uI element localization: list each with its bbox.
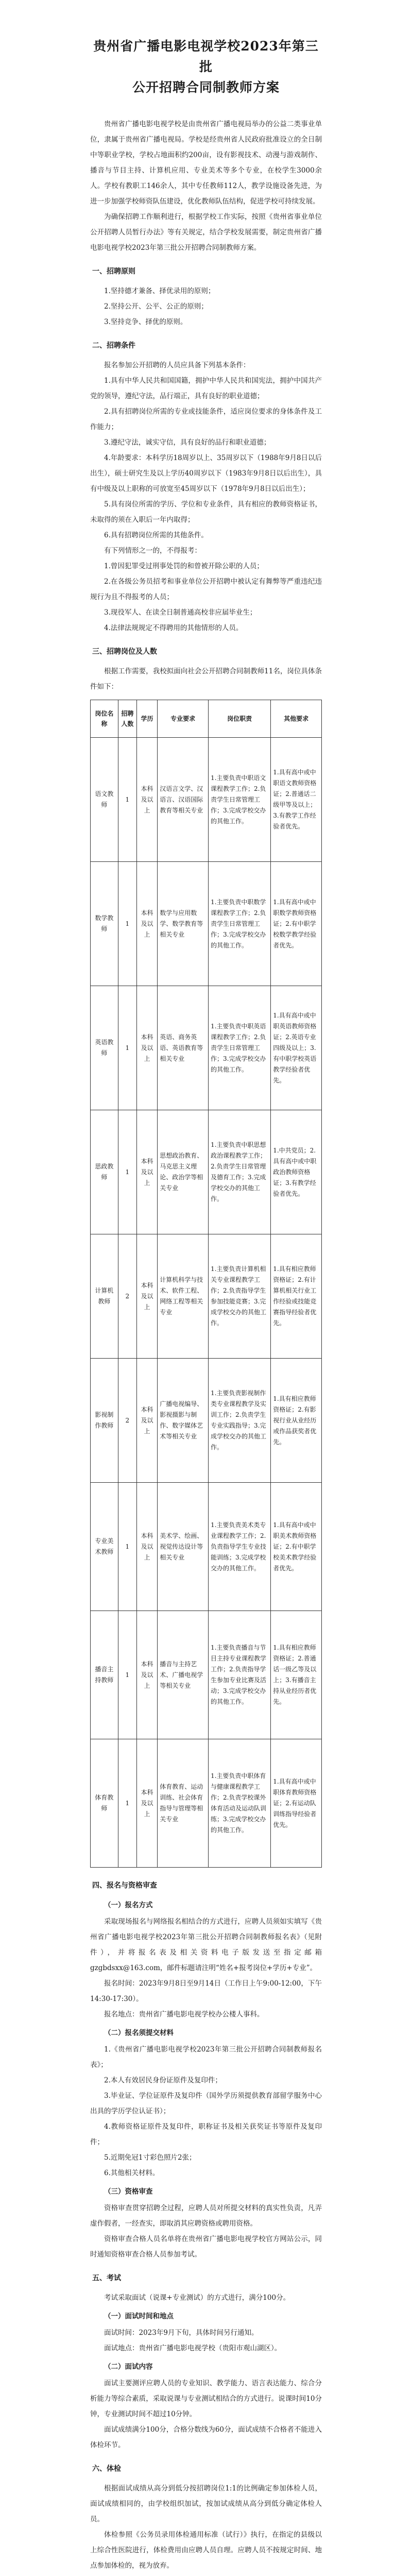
paragraph: 5.近期免冠1寸彩色照片2张； [104,2154,196,2162]
paragraph: 面试地点：贵州省广播电影电视学校（贵阳市观山湖区）。 [104,2344,282,2352]
job-name: 体育教师 [91,1739,118,1868]
paragraph: 3.现役军人、在读全日制普通高校非应届毕业生； [104,608,257,617]
job-duty: 1.主要负责影视制作类专业课程教学及实训工作；2.负责学生专业实践指导；3.完成学校交办的其他工作。 [208,1359,270,1483]
paragraph: 采取现场报名与网络报名相结合的方式进行，应聘人员须如实填写《贵州省广播电影电视学校2023年第三批公开招聘合同制教师报名表》（见附件），并将报名表及相关资料电子版发送至指定邮箱gzgbdsxx@163.com，邮件标题请注明“姓名+报考岗位+学历+专业”。 [90,1918,322,1972]
table-row [91,1359,322,1483]
job-table [90,700,322,1868]
paragraph: 报名参加公开招聘的人员应具备下列基本条件： [104,361,250,369]
paragraph: 面试时间：2023年9月下旬，具体时间另行通知。 [104,2329,259,2337]
paragraph: 考试采取面试（说课+专业测试）的方式进行，满分100分。 [104,2294,290,2302]
job-major: 体育教育、运动训练、社会体育指导与管理等相关专业 [158,1739,209,1868]
job-duty: 1.主要负责美术类专业课程教学工作；2.负责指导学生专业技能训练；3.完成学校交办的其他工作。 [208,1483,270,1611]
paragraph: 2.本人有效居民身份证原件及复印件； [104,2076,222,2084]
table-row [91,738,322,862]
paragraph: 资格审查合格人员名单将在贵州省广播电影电视学校官方网站公示，同时通知资格审查合格人员参加考试。 [90,2235,322,2259]
paragraph: 1.《贵州省广播电影电视学校2023年第三批公开招聘合同制教师报名表》； [90,2045,322,2069]
paragraph: 4.法律法规规定不得聘用的其他情形的人员。 [104,624,243,632]
section-heading: 四、报名与资格审查 [92,1882,157,1890]
document-title [90,36,322,98]
paragraph: 5.具有岗位所需的学历、学位和专业条件，具有相应的教师资格证书，未取得的须在入职后一年内取得； [90,500,322,524]
job-duty: 1.主要负责中职思想政治课程教学工作；2.负责学生日常管理及德育工作；3.完成学校交办的其他工作。 [208,1110,270,1234]
job-duty: 1.主要负责中职英语课程教学工作；2.负责学生日常管理工作；3.完成学校交办的其他工作。 [208,986,270,1110]
title-line-1: 贵州省广播电影电视学校2023年第三批 [93,39,319,74]
job-count: 1 [118,1110,136,1234]
table-row [91,1739,322,1868]
job-name: 专业美术教师 [91,1483,118,1611]
job-education: 本科及以上 [136,1234,157,1359]
paragraph: 体检参照《公务员录用体检通用标准（试行）》执行，在指定的县级以上综合性医院进行，体检费用由应聘人员自理。应聘人员不按规定时间、地点参加体检的，视为放弃。 [90,2531,322,2570]
job-duty: 1.主要负责中职语文课程教学工作；2.负责学生日常管理工作；3.完成学校交办的其他工作。 [208,738,270,862]
job-education: 本科及以上 [136,738,157,862]
job-major: 广播电视编导、影视摄影与制作、数字媒体艺术等相关专业 [158,1359,209,1483]
job-count: 1 [118,986,136,1110]
table-row [91,986,322,1110]
paragraph: 2.坚持公开、公平、公正的原则； [104,302,208,311]
job-duty: 1.主要负责计算机相关专业课程教学工作；2.负责指导学生参加技能竞赛；3.完成学校交办的其他工作。 [208,1234,270,1359]
job-name: 思政教师 [91,1110,118,1234]
column-header: 其他要求 [271,700,322,738]
job-major: 汉语言文学、汉语言、汉语国际教育等相关专业 [158,738,209,862]
paragraph: 6.具有招聘岗位所需的其他条件。 [104,531,208,539]
table-row [91,1611,322,1739]
job-education: 本科及以上 [136,1359,157,1483]
paragraph: 6.其他相关材料。 [104,2169,160,2177]
section-heading: 一、招聘原则 [92,267,135,276]
paragraph: 面试主要测评应聘人员的专业知识、教学能力、语言表达能力、综合分析能力等综合素质，采取说课与专业测试相结合的方式进行。说课时间10分钟，专业测试时间不超过10分钟。 [90,2379,322,2418]
job-count: 1 [118,1483,136,1611]
job-count: 2 [118,1359,136,1483]
table-row [91,1110,322,1234]
job-other: 1.具有高中或中职美术教师资格证；2.有中职学校美术教学经验者优先。 [271,1483,322,1611]
column-header: 招聘人数 [118,700,136,738]
paragraph: 2.具有招聘岗位所需的专业或技能条件，适应岗位要求的身体条件及工作能力； [90,408,322,431]
section-heading: 六、体检 [92,2465,121,2473]
job-duty: 1.主要负责中职数学课程教学工作；2.负责学生日常管理工作；3.完成学校交办的其他工作。 [208,862,270,986]
job-other: 1.中共党员；2.具有高中或中职政治教师资格证；3.有教学经验者优先。 [271,1110,322,1234]
job-education: 本科及以上 [136,862,157,986]
subsection-heading: （二）报名须提交材料 [104,2029,174,2037]
intro-paragraph: 为确保招聘工作顺利进行，根据学校工作实际，按照《贵州省事业单位公开招聘人员暂行办法》等有关规定，结合学校发展需要，制定贵州省广播电影电视学校2023年第三批公开招聘合同制教师方案。 [90,213,322,252]
job-education: 本科及以上 [136,1110,157,1234]
subsection-heading: （三）资格审查 [104,2188,153,2196]
column-header: 岗位职责 [208,700,270,738]
job-education: 本科及以上 [136,986,157,1110]
paragraph: 资格审查贯穿招聘全过程，应聘人员对所提交材料的真实性负责，凡弄虚作假者，一经查实，即取消其应聘资格或聘用资格。 [90,2204,322,2228]
paragraph: 报名时间：2023年9月8日至9月14日（工作日上午9:00-12:00，下午14:30-17:30）。 [90,1979,322,2003]
paragraph: 面试成绩满分100分，合格分数线为60分，面试成绩不合格者不能进入体检环节。 [90,2426,322,2449]
job-major: 美术学、绘画、视觉传达设计等相关专业 [158,1483,209,1611]
paragraph [90,2573,322,2576]
paragraph: 1.坚持德才兼备、择优录用的原则； [104,287,215,295]
paragraph: 根据面试成绩从高分到低分按招聘岗位1:1的比例确定参加体检人员，面试成绩相同的，由学校组织加试，按加试成绩从高分到低分确定体检人员。 [90,2484,322,2523]
job-major: 播音与主持艺术、广播电视学等相关专业 [158,1611,209,1739]
section-heading: 三、招聘岗位及人数 [92,648,157,656]
job-other: 1.具有高中或中职英语教师资格证；2.英语专业四级及以上；3.有中职学校英语教学经验者优先。 [271,986,322,1110]
job-other: 1.具有相应教师资格证；2.有计算机相关行业工作经验或技能竞赛指导经验者优先。 [271,1234,322,1359]
job-name: 影视制作教师 [91,1359,118,1483]
paragraph: 4.教师资格证原件及复印件，职称证书及相关获奖证书等原件及复印件； [90,2123,322,2146]
column-header: 岗位名称 [91,700,118,738]
subsection-heading: （一）面试时间和地点 [104,2312,174,2320]
job-other: 1.具有相应教师资格证；2.普通话一级乙等及以上；3.有播音主持从业经历者优先。 [271,1611,322,1739]
job-other: 1.具有相应教师资格证；2.有影视行业从业经历或作品获奖者优先。 [271,1359,322,1483]
job-name: 播音主持教师 [91,1611,118,1739]
job-other: 1.具有高中或中职体育教师资格证；2.有运动队训练指导经验者优先。 [271,1739,322,1868]
section-heading: 二、招聘条件 [92,342,135,350]
paragraph: 1.曾因犯罪受过刑事处罚的和曾被开除公职的人员； [104,562,264,570]
paragraph: 3.坚持竞争、择优的原则。 [104,318,187,326]
job-name: 数学教师 [91,862,118,986]
job-count: 1 [118,1739,136,1868]
job-count: 1 [118,738,136,862]
job-name: 英语教师 [91,986,118,1110]
job-duty: 1.主要负责播音与节目主持专业课程教学工作；2.负责指导学生参加专业比赛及活动；3.完成学校交办的其他工作。 [208,1611,270,1739]
table-header-row [91,700,322,738]
job-other: 1.具有高中或中职语文教师资格证；2.普通话二级甲等及以上；3.有教学工作经验者优先。 [271,738,322,862]
job-education: 本科及以上 [136,1483,157,1611]
job-major: 数学与应用数学、数学教育等相关专业 [158,862,209,986]
job-duty: 1.主要负责中职体育与健康课程教学工作；2.负责学校课外体育活动及运动队训练；3.完成学校交办的其他工作。 [208,1739,270,1868]
section-heading: 五、考试 [92,2274,121,2282]
paragraph: 根据工作需要，我校拟面向社会公开招聘合同制教师11名，岗位具体条件如下： [90,667,322,691]
title-line-2: 公开招聘合同制教师方案 [132,80,280,95]
job-education: 本科及以上 [136,1611,157,1739]
job-major: 英语、商务英语、英语教育等相关专业 [158,986,209,1110]
table-row [91,1234,322,1359]
job-count: 1 [118,862,136,986]
paragraph: 有下列情形之一的，不得报考： [104,547,201,555]
paragraph: 报名地点：贵州省广播电影电视学校办公楼人事科。 [104,2010,264,2019]
job-major: 思想政治教育、马克思主义理论、政治学等相关专业 [158,1110,209,1234]
job-major: 计算机科学与技术、软件工程、网络工程等相关专业 [158,1234,209,1359]
job-name: 计算机教师 [91,1234,118,1359]
intro-paragraph: 贵州省广播电影电视学校是由贵州省广播电视局举办的公益二类事业单位，隶属于贵州省广播电视局。学校是经贵州省人民政府批准设立的全日制中等职业学校，学校占地面积约200亩，设有影视技术、动漫与游戏制作、播音与节目主持、计算机应用、专业美术等多个专业，在校学生3000余人。学校有教职工146余人，其中专任教师112人，教学设施设备先进，为进一步加强学校师资队伍建设，优化教师队伍结构，促进学校可持续发展。 [90,120,322,206]
column-header: 专业要求 [158,700,209,738]
paragraph: 3.毕业证、学位证原件及复印件（国外学历须提供教育部留学服务中心出具的学历学位认证书）； [90,2092,322,2115]
job-education: 本科及以上 [136,1739,157,1868]
job-count: 1 [118,1611,136,1739]
job-other: 1.具有高中或中职数学教师资格证；2.有中职学校数学教学经验者优先。 [271,862,322,986]
paragraph: 3.遵纪守法，诚实守信，具有良好的品行和职业道德； [104,438,271,447]
paragraph: 2.在各级公务员招考和事业单位公开招聘中被认定有舞弊等严重违纪违规行为且不得报考的人员； [90,578,322,601]
subsection-heading: （二）面试内容 [104,2363,153,2371]
paragraph: 4.年龄要求：本科学历18周岁以上、35周岁以下（1988年9月8日以后出生），硕士研究生及以上学历40周岁以下（1983年9月8日以后出生），具有中级及以上职称的可放宽至45周岁以下（1978年9月8日以后出生）； [90,454,322,493]
table-row [91,1483,322,1611]
table-row [91,862,322,986]
job-name: 语文教师 [91,738,118,862]
paragraph: 1.具有中华人民共和国国籍，拥护中华人民共和国宪法，拥护中国共产党的领导，遵纪守法，品行端正，具有良好的职业道德； [90,377,322,400]
column-header: 学历 [136,700,157,738]
job-count: 2 [118,1234,136,1359]
subsection-heading: （一）报名方式 [104,1901,153,1909]
